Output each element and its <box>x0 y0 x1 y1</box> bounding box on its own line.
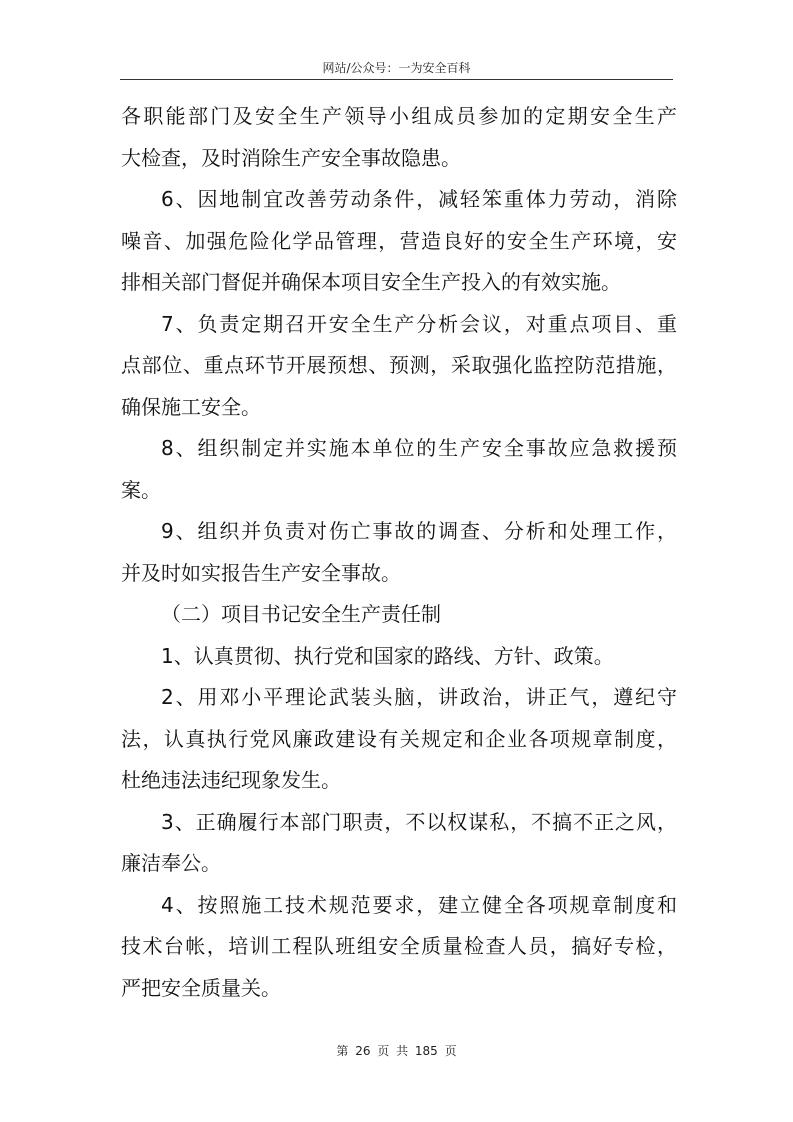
text-line: 排相关部门督促并确保本项目安全生产投入的有效实施。 <box>121 270 621 294</box>
list-item-3: 3、正确履行本部门职责，不以权谋私，不搞不正之风， <box>161 809 677 834</box>
text-line: 杜绝违法违纪现象发生。 <box>121 768 341 792</box>
list-item-6: 6、因地制宜改善劳动条件，减轻笨重体力劳动，消除 <box>161 187 677 211</box>
text-line: 确保施工安全。 <box>121 394 261 419</box>
list-item-9: 9、组织并负责对伤亡事故的调查、分析和处理工作， <box>161 519 677 543</box>
text-line: 并及时如实报告生产安全事故。 <box>121 560 401 585</box>
text-line: 技术台帐，培训工程队班组安全质量检查人员，搞好专检， <box>121 934 677 958</box>
list-item-1: 1、认真贯彻、执行党和国家的路线、方针、政策。 <box>161 643 614 668</box>
text-line: 点部位、重点环节开展预想、预测，采取强化监控防范措施， <box>121 353 677 377</box>
text-line: 廉洁奉公。 <box>121 851 221 875</box>
page-header: 网站/公众号：一为安全百科 <box>322 61 471 75</box>
page-number-footer: 第 26 页 共 185 页 <box>336 1044 457 1058</box>
document-body <box>121 96 677 1009</box>
text-line: 大检查，及时消除生产安全事故隐患。 <box>121 145 461 170</box>
text-line: 各职能部门及安全生产领导小组成员参加的定期安全生产 <box>121 104 677 128</box>
list-item-4: 4、按照施工技术规范要求，建立健全各项规章制度和 <box>161 892 677 917</box>
text-line: 案。 <box>121 477 161 502</box>
list-item-8: 8、组织制定并实施本单位的生产安全事故应急救援预 <box>161 436 677 460</box>
section-heading: （二）项目书记安全生产责任制 <box>161 602 441 626</box>
text-line: 严把安全质量关。 <box>121 975 281 1000</box>
list-item-2: 2、用邓小平理论武装头脑，讲政治，讲正气，遵纪守 <box>161 685 677 709</box>
header-divider <box>120 79 673 80</box>
text-line: 法，认真执行党风廉政建设有关规定和企业各项规章制度， <box>121 726 677 751</box>
list-item-7: 7、负责定期召开安全生产分析会议，对重点项目、重 <box>161 311 677 336</box>
text-line: 噪音、加强危险化学品管理，营造良好的安全生产环境，安 <box>121 228 677 253</box>
